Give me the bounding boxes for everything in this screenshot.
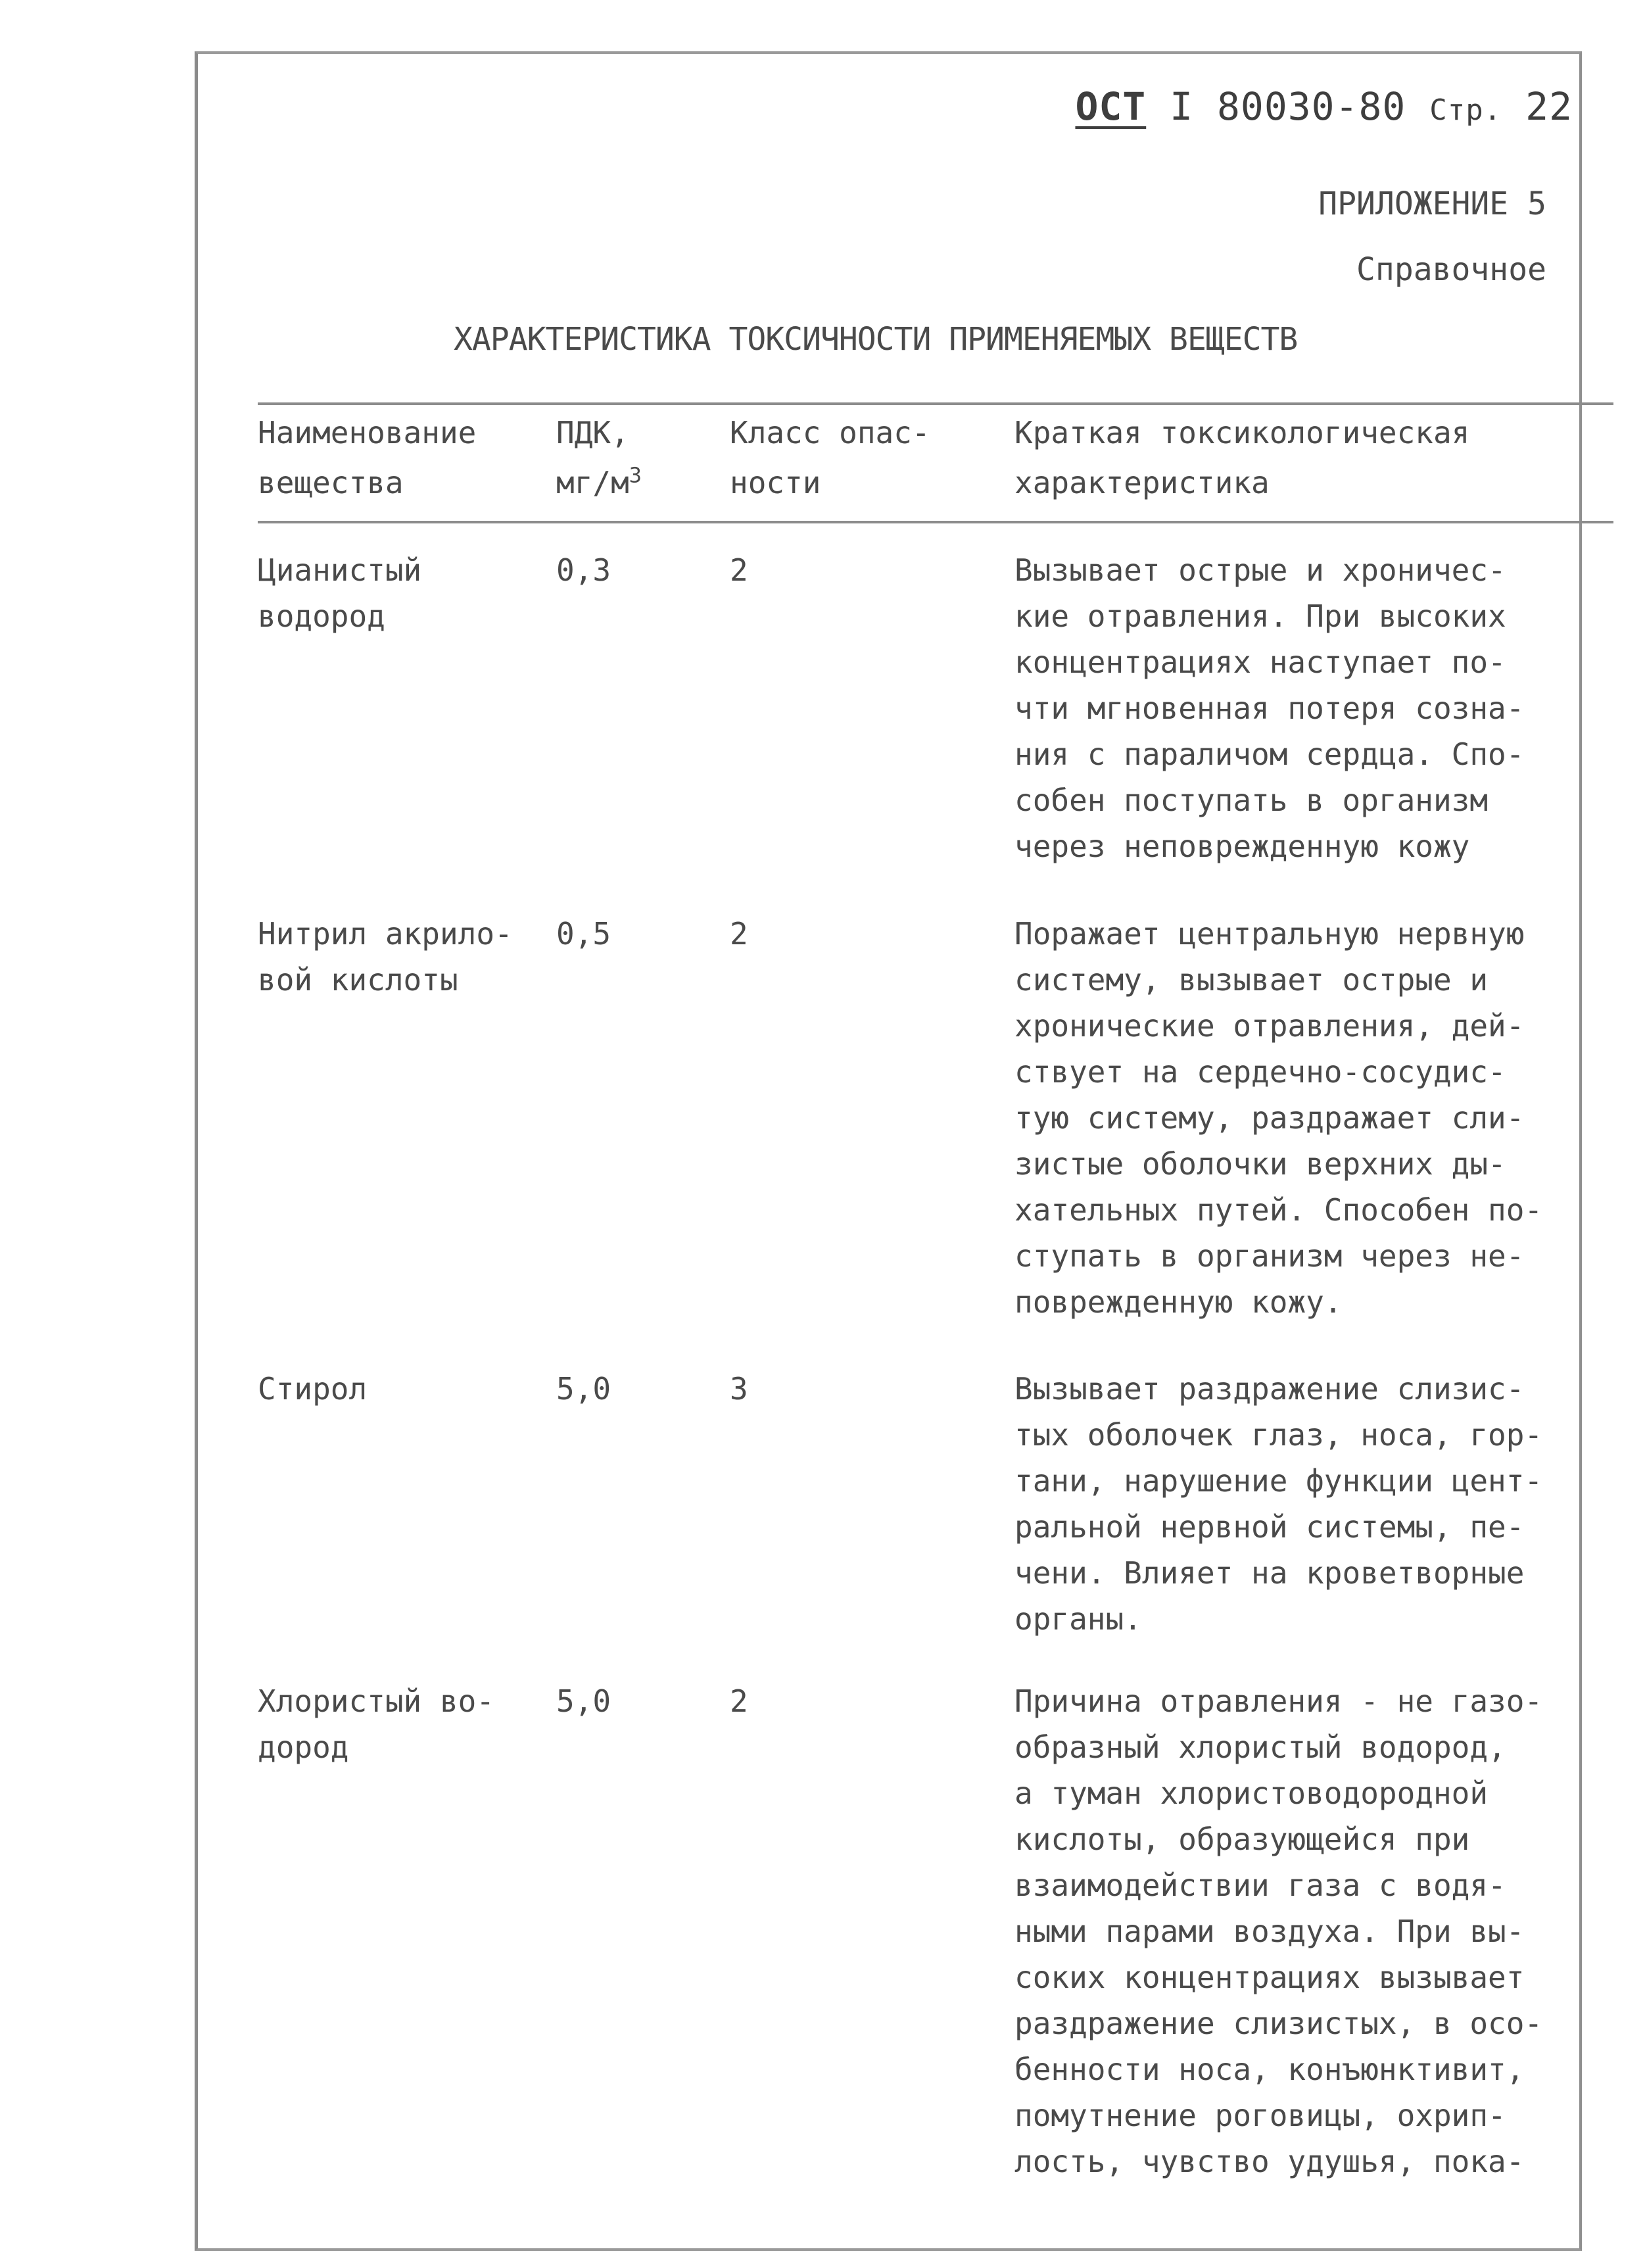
page-title: ХАРАКТЕРИСТИКА ТОКСИЧНОСТИ ПРИМЕНЯЕМЫХ ВЕЩЕСТВ (454, 321, 1298, 358)
row-pdk: 0,3 (556, 552, 611, 588)
page-number: 22 (1525, 84, 1573, 129)
document-code (1075, 84, 1573, 129)
row-pdk: 5,0 (556, 1683, 611, 1719)
appendix-type: Справочное (1356, 251, 1546, 288)
row-hazard-class: 2 (730, 1683, 748, 1719)
table-top-rule (258, 402, 1613, 405)
row-description: Вызывает раздражение слизис- тых оболочек глаз, носа, гор- тани, нарушение функции цент- ральной нервной системы, пе- чени. Влияет на кроветворные органы. (1014, 1371, 1543, 1637)
header-name: Наименование вещества (258, 415, 477, 500)
row-pdk: 0,5 (556, 916, 611, 952)
row-hazard-class: 2 (730, 916, 748, 952)
table-row: Хлористый во- дород (258, 1683, 495, 1765)
header-pdk: ПДК, $мг/м^3$ (556, 415, 642, 500)
row-hazard-class: 2 (730, 552, 748, 588)
row-description: Вызывает острые и хроничес- кие отравления. При высоких концентрациях наступает по- чти мгновенная потеря созна- ния с параличом сердца. Спо- собен поступать в организм через неповрежденную кожу (1014, 552, 1525, 864)
row-pdk: 5,0 (556, 1371, 611, 1407)
appendix-label: ПРИЛОЖЕНИЕ 5 (1318, 185, 1546, 222)
standard-prefix: ОСТ (1075, 84, 1147, 129)
page-label: Стр. (1429, 93, 1502, 127)
header-hazard-class: Класс опас- ности (730, 415, 930, 500)
table-header-rule (258, 521, 1613, 523)
standard-number: I 80030-80 (1170, 84, 1406, 129)
table-row: Стирол (258, 1371, 368, 1407)
table-row: Цианистый водород (258, 552, 422, 634)
row-description: Поражает центральную нервную систему, вызывает острые и хронические отравления, дей- ствует на сердечно-сосудис- тую систему, раздражает сли- зистые оболочки верхних ды- хательных путей. Способен по- ступать в организм через не- поврежденную кожу. (1014, 916, 1543, 1320)
pdk-exponent: 3 (629, 462, 642, 488)
header-description: Краткая токсикологическая характеристика (1014, 415, 1470, 500)
row-description: Причина отравления - не газо- образный хлористый водород, а туман хлористоводородной кислоты, образующейся при взаимодействии газа с водя- ными парами воздуха. При вы- соких концентрациях вызывает раздражение слизистых, в осо- бенности носа, конъюнктивит, помутнение роговицы, охрип- лость, чувство удушья, пока- (1014, 1683, 1543, 2179)
row-hazard-class: 3 (730, 1371, 748, 1407)
table-row: Нитрил акрило- вой кислоты (258, 916, 513, 998)
